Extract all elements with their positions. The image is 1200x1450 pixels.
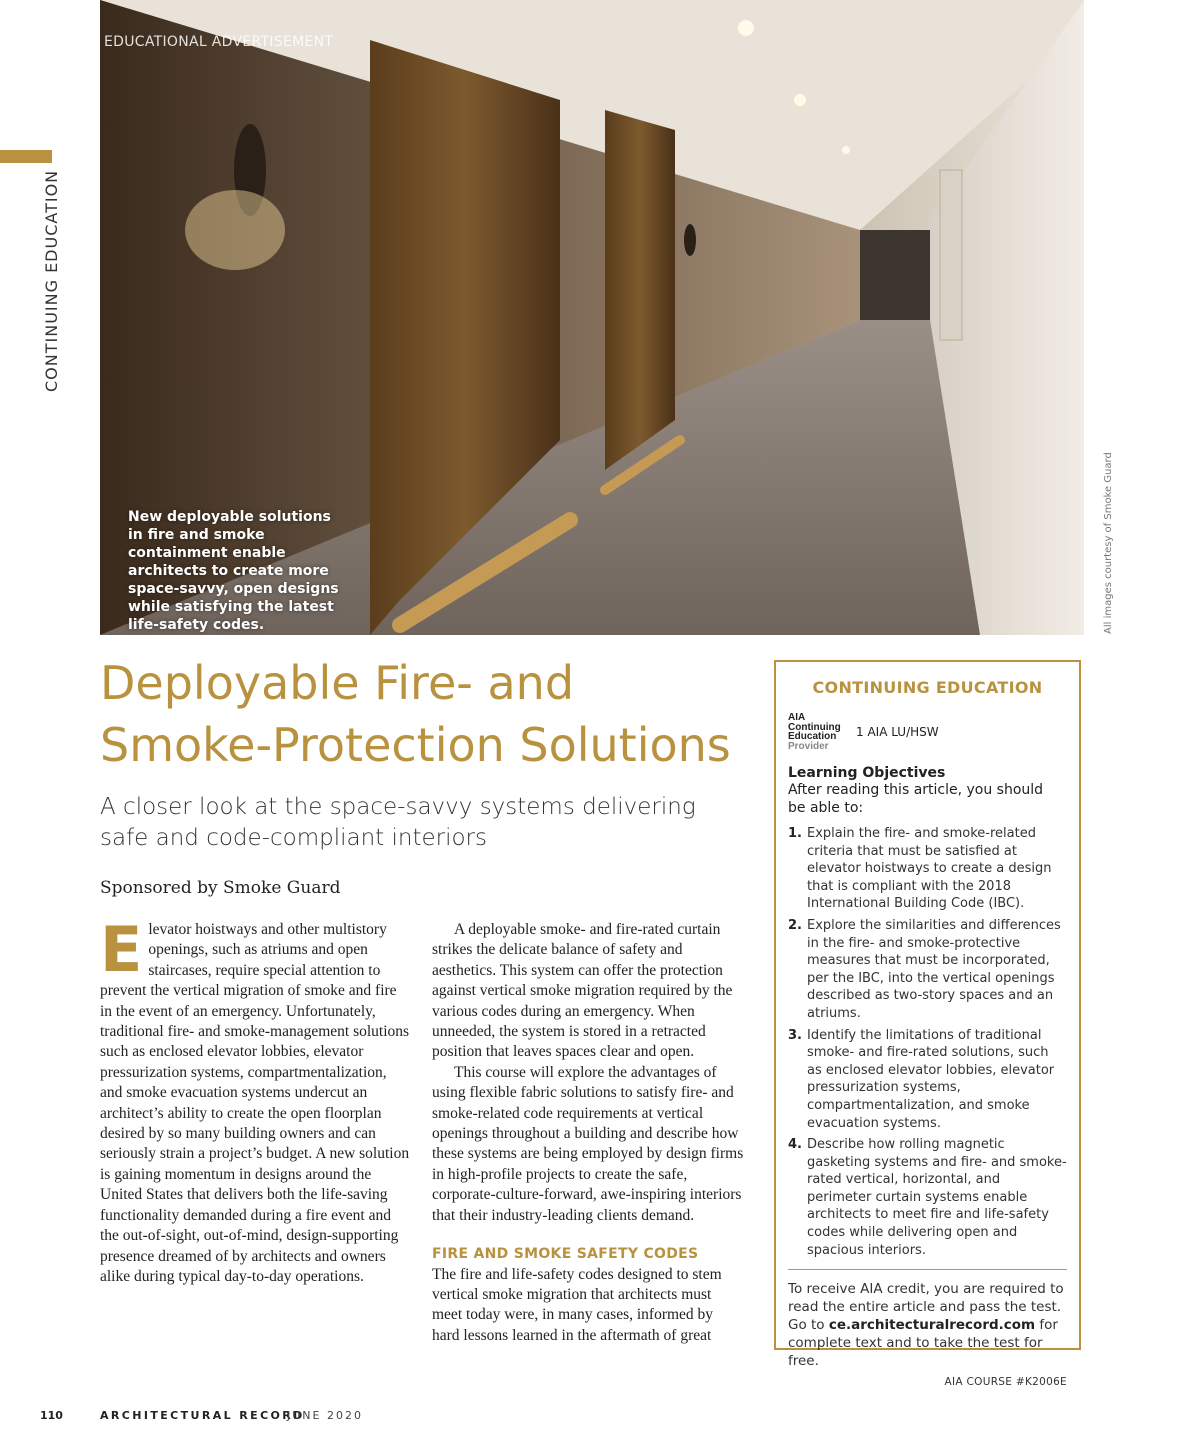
body-column-2 <box>432 920 744 1346</box>
objective-text: Identify the limitations of traditional smoke- and fire-rated solutions, such as enclosed elevator lobbies, elevator pressurization systems, compartmentalization, and smoke evacuation systems. <box>807 1027 1055 1131</box>
objective-text: Explore the similarities and differences in the fire- and smoke-protective measures that must be incorporated, per the IBC, into the vertical openings described as two-story spaces and an atriums. <box>807 917 1061 1021</box>
page-footer <box>40 1409 363 1422</box>
objective-number: 1. <box>788 826 802 841</box>
objective-item <box>788 1027 1067 1133</box>
objectives-list <box>788 825 1067 1259</box>
objective-item <box>788 1136 1067 1259</box>
image-credit: All images courtesy of Smoke Guard <box>1103 452 1114 634</box>
objective-number: 4. <box>788 1137 802 1153</box>
continuing-education-box <box>774 660 1081 1389</box>
drop-cap: E <box>100 913 143 986</box>
body-column-1 <box>100 913 412 1287</box>
objective-text: Explain the fire- and smoke-related criteria that must be satisfied at elevator hoistways to create a design that is compliant with the 2018 International Building Code (IBC). <box>807 826 1052 912</box>
logo-line: Continuing <box>788 721 841 733</box>
objective-number: 3. <box>788 1027 802 1043</box>
section-heading: FIRE AND SMOKE SAFETY CODES <box>432 1246 699 1263</box>
logo-line: Education <box>788 731 837 742</box>
body-paragraph: A deployable smoke- and fire-rated curtain strikes the delicate balance of safety and aesthetics. This system can offer the protection against vertical smoke migration required by the various codes during an emergency. When unneeded, the system is stored in a retracted position that leaves spaces clear and open. <box>432 921 733 1061</box>
ce-divider <box>788 1269 1067 1270</box>
objectives-intro: After reading this article, you should be able to: <box>788 782 1044 816</box>
ce-instructions <box>788 1280 1067 1370</box>
ce-website-link[interactable]: ce.architecturalrecord.com <box>828 1317 1036 1334</box>
objective-number: 2. <box>788 917 802 933</box>
article-subtitle: A closer look at the space-savvy systems delivering safe and code-compliant interiors <box>100 794 696 851</box>
side-accent-bar <box>0 150 52 163</box>
ce-box-heading: CONTINUING EDUCATION <box>812 678 1043 697</box>
logo-line: Provider <box>788 740 829 752</box>
publication-name: ARCHITECTURAL RECORD <box>100 1409 305 1422</box>
body-paragraph: The fire and life-safety codes designed to stem vertical smoke migration that architects must meet today were, in many cases, informed by hard lessons learned in the aftermath of great <box>432 1265 722 1344</box>
objective-item <box>788 825 1067 913</box>
ce-provider-row <box>788 713 1067 751</box>
paragraph-text: levator hoistways and other multistory openings, such as atriums and open staircases, require special attention to prevent the vertical migration of smoke and fire in the event of an emergency. Unfortunately, traditional fire- and smoke-management solutions such as enclosed elevator lobbies, elevator pressurization systems, compartmentalization, and smoke evacuation systems undercut an architect’s ability to create the open floorplan desired by so many building owners and can seriously strain a project’s budget. A new solution is gaining momentum in designs around the United States that delivers both the life-saving functionality demanded during a fire event and the out-of-sight, out-of-mind, design-supporting presence dreamed of by architects and owners alike during typical day-to-day operations. <box>100 921 410 1285</box>
side-tab-label: CONTINUING EDUCATION <box>42 169 61 392</box>
ce-note-text: for complete text and to take the test for free. <box>788 1317 1058 1370</box>
hero-photo <box>100 0 1084 635</box>
hero-caption: New deployable solutions in fire and smoke containment enable architects to create more space-savvy, open designs while satisfying the latest life-safety codes. <box>128 509 339 633</box>
objectives-heading: Learning Objectives <box>788 765 946 781</box>
issue-date: JUNE 2020 <box>287 1409 363 1422</box>
aia-course-number: AIA COURSE #K2006E <box>944 1376 1067 1389</box>
page-number: 110 <box>40 1409 63 1422</box>
objective-item <box>788 917 1067 1023</box>
ce-credit-hours: 1 AIA LU/HSW <box>856 725 939 739</box>
objective-text: Describe how rolling magnetic gasketing systems and fire- and smoke-rated vertical, horizontal, and perimeter curtain systems enable architects to meet fire and life-safety codes while delivering open and spacious interiors. <box>807 1137 1067 1258</box>
body-paragraph <box>100 913 412 1287</box>
body-paragraph: This course will explore the advantages of using flexible fabric solutions to satisfy fire- and smoke-related code requirements at vertical openings throughout a building and describe how these systems are being employed by design firms in high-profile projects to create the safe, corporate-culture-forward, awe-inspiring interiors that their industry-leading clients demand. <box>432 1063 744 1224</box>
advertisement-tag: EDUCATIONAL ADVERTISEMENT <box>104 34 334 50</box>
aia-provider-logo <box>788 713 846 751</box>
article-title: Deployable Fire- and Smoke-Protection Solutions <box>100 656 731 772</box>
ce-note-text: To receive AIA credit, you are required to read the entire article and pass the test. Go to <box>788 1281 1064 1334</box>
sponsor-line: Sponsored by Smoke Guard <box>100 878 341 898</box>
logo-line: AIA <box>788 712 806 723</box>
